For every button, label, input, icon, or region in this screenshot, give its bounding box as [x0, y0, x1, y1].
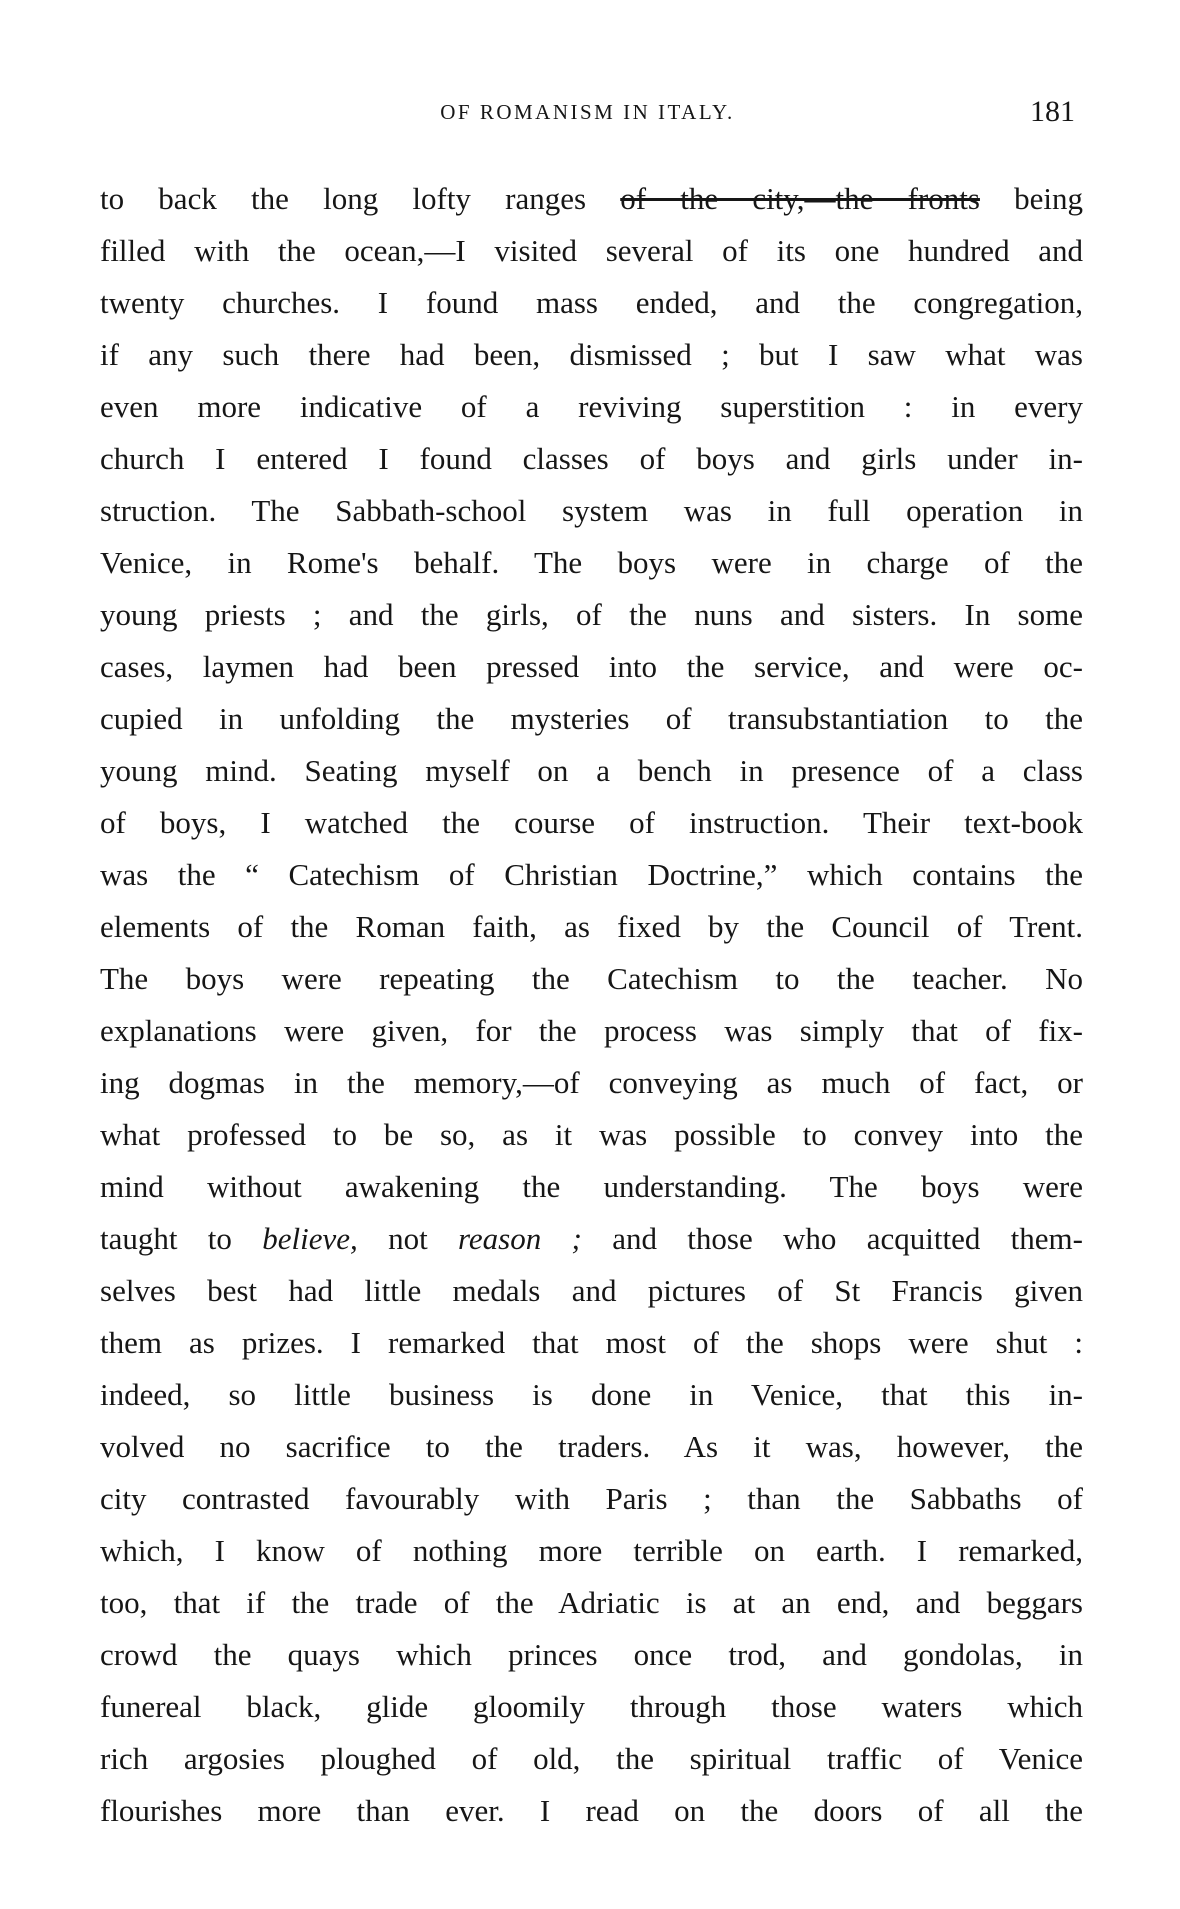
text-line: twenty churches. I found mass ended, and the congregation, [100, 285, 1083, 320]
text-line: Venice, in Rome's behalf. The boys were in charge of the [100, 545, 1083, 580]
page-header [100, 92, 1075, 132]
text-line: The boys were repeating the Catechism to the teacher. No [100, 961, 1083, 996]
text-line: church I entered I found classes of boys and girls under in- [100, 441, 1083, 476]
text-line: if any such there had been, dismissed ; but I saw what was [100, 337, 1083, 372]
text-line: struction. The Sabbath-school system was in full operation in [100, 493, 1083, 528]
text-line: elements of the Roman faith, as fixed by the Council of Trent. [100, 909, 1083, 944]
text-line: selves best had little medals and pictures of St Francis given [100, 1273, 1083, 1308]
text-line: young mind. Seating myself on a bench in presence of a class [100, 753, 1083, 788]
text-line: cases, laymen had been pressed into the service, and were oc- [100, 649, 1083, 684]
running-title: OF ROMANISM IN ITALY. [440, 100, 735, 124]
text-line: ing dogmas in the memory,—of conveying as much of fact, or [100, 1065, 1083, 1100]
text-line: filled with the ocean,—I visited several of its one hundred and [100, 233, 1083, 268]
text-line: mind without awakening the understanding. The boys were [100, 1169, 1083, 1204]
italic-believe: believe, [262, 1221, 358, 1256]
text-line: taught to believe, not reason ; and those who acquitted them- [100, 1221, 1083, 1256]
text-line: too, that if the trade of the Adriatic is at an end, and beggars [100, 1585, 1083, 1620]
text-line: what professed to be so, as it was possible to convey into the [100, 1117, 1083, 1152]
text-line: cupied in unfolding the mysteries of transubstantiation to the [100, 701, 1083, 736]
text-line: rich argosies ploughed of old, the spiritual traffic of Venice [100, 1741, 1083, 1776]
text-line: them as prizes. I remarked that most of the shops were shut : [100, 1325, 1083, 1360]
page-number: 181 [1030, 95, 1075, 128]
text-line: flourishes more than ever. I read on the doors of all the [100, 1793, 1083, 1828]
text-line: even more indicative of a reviving superstition : in every [100, 389, 1083, 424]
body-text [100, 173, 1083, 1837]
text-line: volved no sacrifice to the traders. As it was, however, the [100, 1429, 1083, 1464]
text-line: indeed, so little business is done in Venice, that this in- [100, 1377, 1083, 1412]
text-line: young priests ; and the girls, of the nuns and sisters. In some [100, 597, 1083, 632]
struck-text: of the city,—the fronts [620, 181, 980, 216]
text-line: crowd the quays which princes once trod, and gondolas, in [100, 1637, 1083, 1672]
text-line: explanations were given, for the process was simply that of fix- [100, 1013, 1083, 1048]
text-line: funereal black, glide gloomily through those waters which [100, 1689, 1083, 1724]
text-line: was the “ Catechism of Christian Doctrine,” which contains the [100, 857, 1083, 892]
text-line: which, I know of nothing more terrible on earth. I remarked, [100, 1533, 1083, 1568]
text-line: city contrasted favourably with Paris ; than the Sabbaths of [100, 1481, 1083, 1516]
text-line: to back the long lofty ranges of the city,—the fronts being [100, 181, 1084, 216]
italic-reason: reason ; [458, 1221, 582, 1256]
text-line: of boys, I watched the course of instruction. Their text-book [100, 805, 1083, 840]
